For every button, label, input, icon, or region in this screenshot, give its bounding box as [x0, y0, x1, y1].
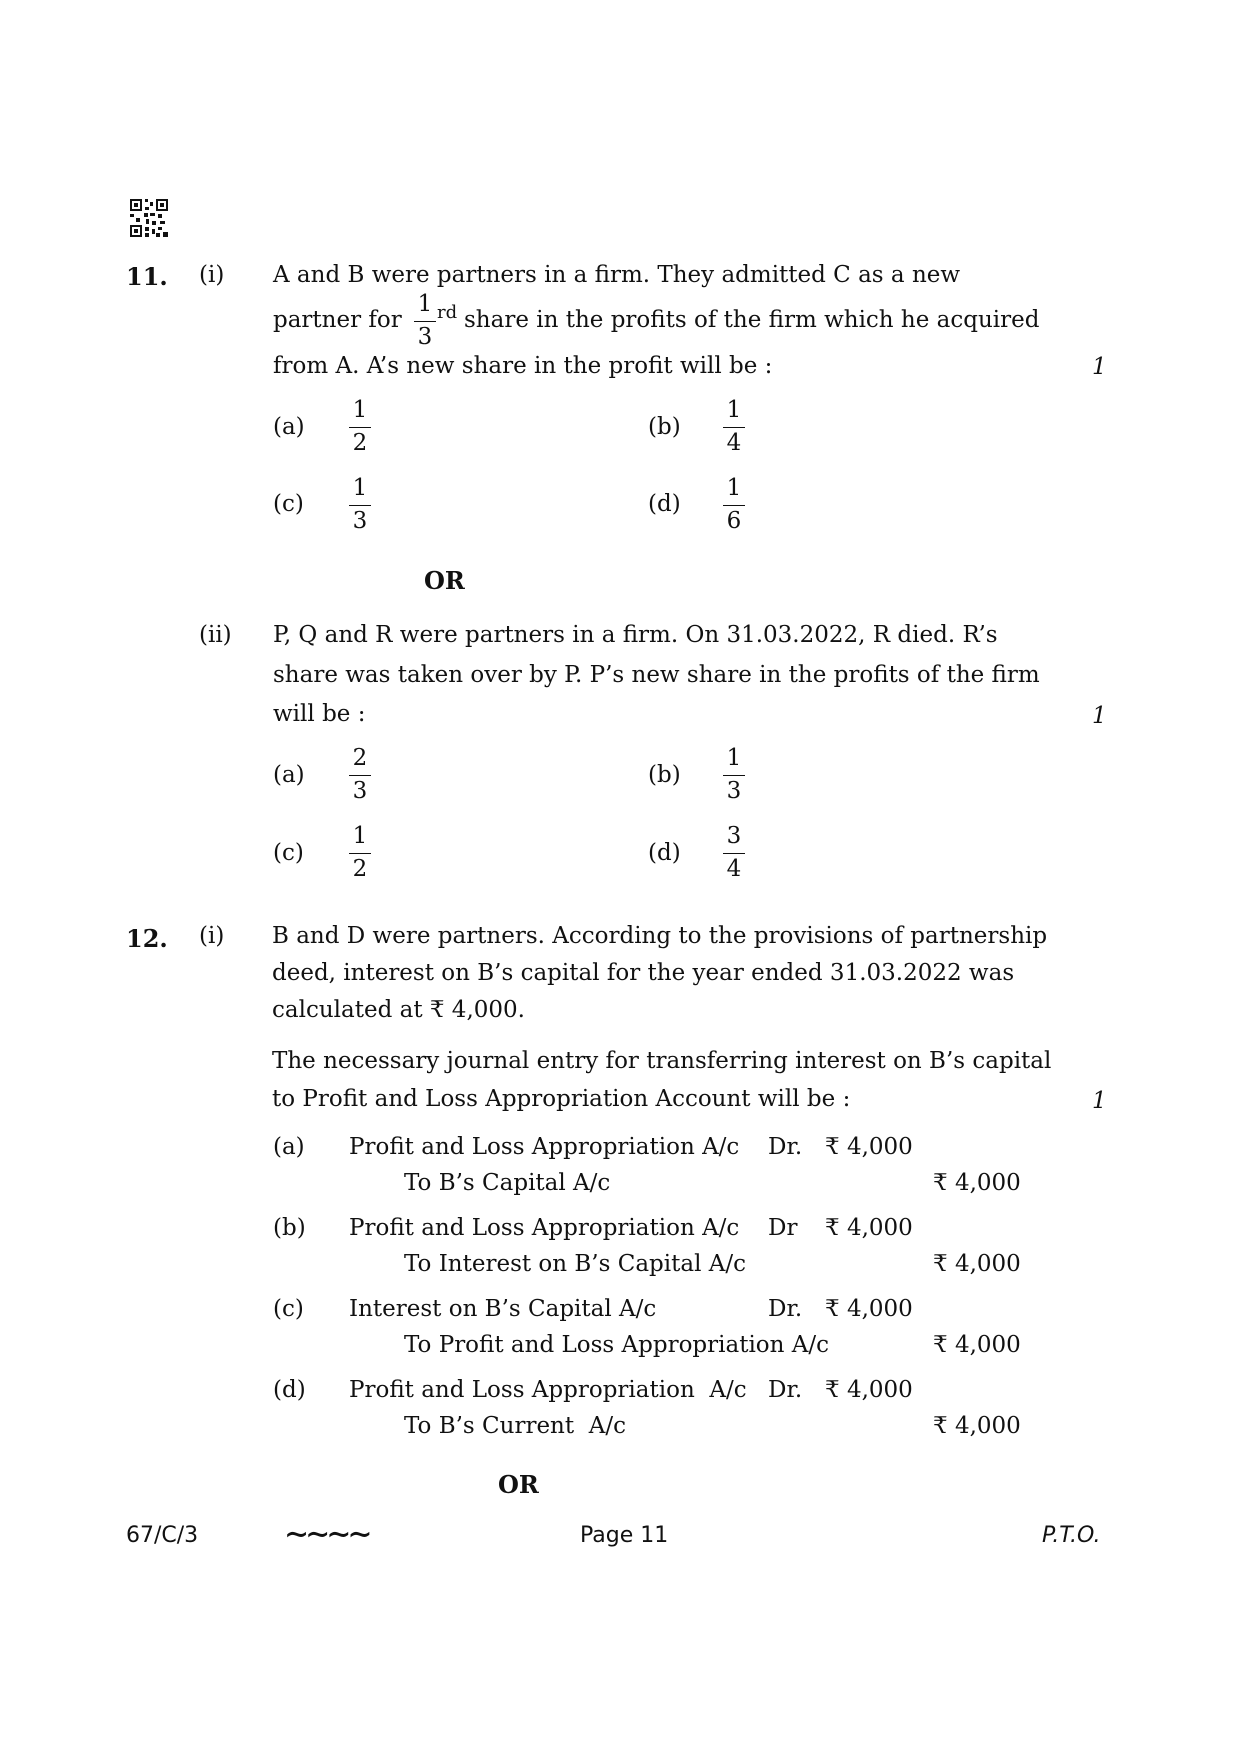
fraction-denominator: 2: [352, 856, 368, 882]
option-fraction: [719, 399, 749, 455]
credit-account: To B’s Current A/c: [404, 1413, 626, 1439]
option-fraction: [345, 747, 375, 803]
fraction-denominator: 4: [726, 430, 742, 456]
option-fraction: [719, 825, 749, 881]
question-text: deed, interest on B’s capital for the year ended 31.03.2022 was: [272, 960, 1015, 986]
credit-amount: ₹ 4,000: [933, 1332, 1021, 1358]
option-fraction: [345, 825, 375, 881]
debit-marker: Dr.: [768, 1377, 803, 1403]
page-number: Page 11: [580, 1523, 669, 1548]
credit-account: To Interest on B’s Capital A/c: [404, 1251, 746, 1277]
credit-account: To Profit and Loss Appropriation A/c: [404, 1332, 830, 1358]
debit-amount: ₹ 4,000: [825, 1134, 913, 1160]
question-text: A and B were partners in a firm. They admitted C as a new: [273, 262, 961, 288]
debit-amount: ₹ 4,000: [825, 1215, 913, 1241]
question-number: 11.: [126, 262, 168, 291]
question-text: will be :: [273, 701, 366, 727]
marks: 1: [1092, 1088, 1107, 1114]
option-label: (c): [273, 491, 304, 517]
pto-label: P.T.O.: [1042, 1523, 1101, 1548]
fraction-bar: [723, 853, 745, 854]
part-label: (ii): [199, 622, 232, 648]
debit-account: Profit and Loss Appropriation A/c: [349, 1134, 740, 1160]
option-label: (d): [648, 840, 681, 866]
option-label: (d): [648, 491, 681, 517]
fraction-bar: [349, 505, 371, 506]
fraction-bar: [414, 321, 436, 322]
option-fraction: [719, 477, 749, 533]
part-label: (i): [199, 923, 225, 949]
option-label: (c): [273, 840, 304, 866]
option-label: (a): [273, 414, 305, 440]
fraction-bar: [349, 427, 371, 428]
fraction-denominator: 4: [726, 856, 742, 882]
question-text: P, Q and R were partners in a firm. On 31.03.2022, R died. R’s: [273, 622, 998, 648]
fraction-numerator: 1: [352, 823, 368, 849]
debit-account: Profit and Loss Appropriation A/c: [349, 1377, 747, 1403]
qr-code-icon: [130, 199, 168, 237]
marks: 1: [1092, 703, 1107, 729]
option-label: (a): [273, 762, 305, 788]
credit-amount: ₹ 4,000: [933, 1170, 1021, 1196]
credit-amount: ₹ 4,000: [933, 1251, 1021, 1277]
fraction-denominator: 3: [417, 324, 433, 350]
fraction-numerator: 1: [352, 397, 368, 423]
question-text: The necessary journal entry for transferring interest on B’s capital: [272, 1048, 1052, 1074]
credit-amount: ₹ 4,000: [933, 1413, 1021, 1439]
fraction-numerator: 1: [726, 745, 742, 771]
option-label: (d): [273, 1377, 306, 1403]
option-fraction: [345, 477, 375, 533]
marks: 1: [1092, 354, 1107, 380]
inline-fraction: [410, 293, 440, 349]
fraction-denominator: 6: [726, 508, 742, 534]
debit-marker: Dr.: [768, 1134, 803, 1160]
debit-account: Interest on B’s Capital A/c: [349, 1296, 657, 1322]
superscript: rd: [437, 302, 458, 323]
fraction-numerator: 1: [726, 397, 742, 423]
debit-marker: Dr: [768, 1215, 798, 1241]
fraction-numerator: 1: [417, 291, 433, 317]
question-text: calculated at ₹ 4,000.: [272, 997, 525, 1023]
fraction-bar: [349, 853, 371, 854]
fraction-numerator: 1: [352, 475, 368, 501]
question-text: share in the profits of the firm which he acquired: [464, 307, 1040, 333]
part-label: (i): [199, 262, 225, 288]
fraction-bar: [723, 775, 745, 776]
fraction-numerator: 3: [726, 823, 742, 849]
fraction-numerator: 2: [352, 745, 368, 771]
option-label: (b): [648, 762, 681, 788]
option-fraction: [345, 399, 375, 455]
fraction-bar: [349, 775, 371, 776]
fraction-bar: [723, 427, 745, 428]
option-label: (c): [273, 1296, 304, 1322]
credit-account: To B’s Capital A/c: [404, 1170, 611, 1196]
wave-ornament: ∼∼∼∼: [284, 1517, 369, 1552]
debit-amount: ₹ 4,000: [825, 1377, 913, 1403]
question-text: to Profit and Loss Appropriation Account will be :: [272, 1086, 851, 1112]
fraction-denominator: 3: [726, 778, 742, 804]
option-label: (a): [273, 1134, 305, 1160]
debit-marker: Dr.: [768, 1296, 803, 1322]
option-label: (b): [648, 414, 681, 440]
paper-code: 67/C/3: [126, 1523, 199, 1548]
question-text: share was taken over by P. P’s new share in the profits of the firm: [273, 662, 1040, 688]
or-separator: OR: [498, 1470, 539, 1499]
fraction-bar: [723, 505, 745, 506]
fraction-denominator: 3: [352, 778, 368, 804]
question-text: partner for: [273, 307, 402, 333]
option-fraction: [719, 747, 749, 803]
question-text: B and D were partners. According to the provisions of partnership: [272, 923, 1048, 949]
question-text: from A. A’s new share in the profit will be :: [273, 353, 773, 379]
fraction-denominator: 3: [352, 508, 368, 534]
option-label: (b): [273, 1215, 306, 1241]
or-separator: OR: [424, 566, 465, 595]
fraction-numerator: 1: [726, 475, 742, 501]
question-number: 12.: [126, 924, 168, 953]
fraction-denominator: 2: [352, 430, 368, 456]
debit-amount: ₹ 4,000: [825, 1296, 913, 1322]
debit-account: Profit and Loss Appropriation A/c: [349, 1215, 740, 1241]
